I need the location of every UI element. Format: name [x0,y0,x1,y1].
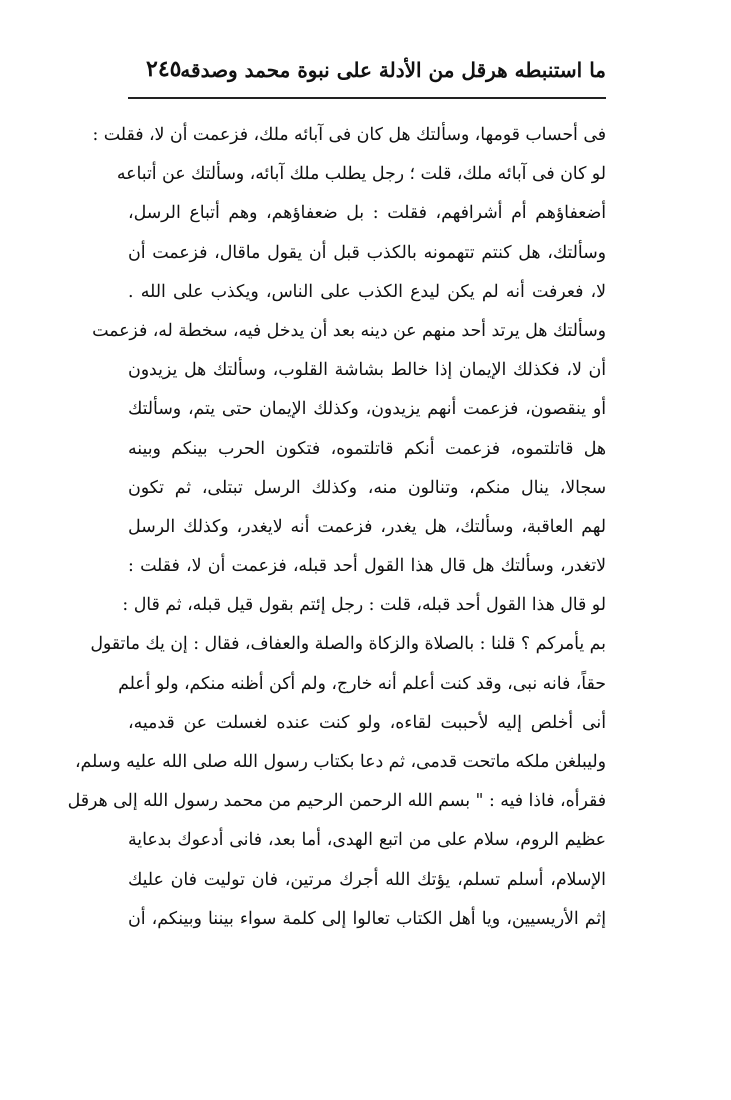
text-line: فى أحساب قومها، وسألتك هل كان فى آبائه ملك، فزعمت أن لا، فقلت : [92,125,606,145]
text-line: سجالا، ينال منكم، وتنالون منه، وكذلك الرسل تبتلى، ثم تكون [128,477,606,498]
running-header [128,52,606,98]
text-line: أن لا، فكذلك الإيمان إذا خالط بشاشة القلوب، وسألتك هل يزيدون [128,360,606,381]
header-divider [128,97,606,99]
text-line: أنى أخلص إليه لأحببت لقاءه، ولو كنت عنده لغسلت عن قدميه، [128,712,606,733]
text-line: لا، فعرفت أنه لم يكن ليدع الكذب على الناس، ويكذب على الله . [128,281,606,302]
text-line: لو قال هذا القول أحد قبله، قلت : رجل إئتم بقول قيل قبله، ثم قال : [122,595,606,616]
text-line: وسألتك، هل كنتم تتهمونه بالكذب قبل أن يقول ماقال، فزعمت أن [128,242,606,263]
text-line: وليبلغن ملكه ماتحت قدمى، ثم دعا بكتاب رسول الله صلى الله عليه وسلم، [74,752,606,772]
text-line: إثم الأريسيين، ويا أهل الكتاب تعالوا إلى كلمة سواء بيننا وبينكم، أن [128,908,606,929]
text-line: بم يأمركم ؟ قلنا : بالصلاة والزكاة والصلة والعفاف، فقال : إن يك ماتقول [90,634,606,655]
body-text [67,116,606,939]
chapter-title: ما استنبطه هرقل من الأدلة على نبوة محمد وصدقه [180,58,606,82]
text-line: لو كان فى آبائه ملك، قلت ؛ رجل يطلب ملك آبائه، وسألتك عن أتباعه [116,164,606,185]
text-line: لهم العاقبة، وسألتك، هل يغدر، فزعمت أنه لايغدر، وكذلك الرسل [128,516,606,537]
text-line: فقرأه، فاذا فيه : " بسم الله الرحمن الرحيم من محمد رسول الله إلى هرقل [67,791,606,812]
text-line: أو ينقصون، فزعمت أنهم يزيدون، وكذلك الإيمان حتى يتم، وسألتك [128,399,606,420]
page-number: ٢٤٥ [146,56,182,82]
text-line: هل قاتلتموه، فزعمت أنكم قاتلتموه، فتكون الحرب بينكم وبينه [128,438,606,459]
text-line: عظيم الروم، سلام على من اتبع الهدى، أما بعد، فانى أدعوك بدعاية [128,830,606,851]
text-line: أضعفاؤهم أم أشرافهم، فقلت : بل ضعفاؤهم، وهم أتباع الرسل، [128,203,606,224]
text-line: وسألتك هل يرتد أحد منهم عن دينه بعد أن يدخل فيه، سخطة له، فزعمت [92,320,606,341]
text-line: حقاً، فانه نبى، وقد كنت أعلم أنه خارج، ولم أكن أظنه منكم، ولو أعلم [118,673,606,694]
text-line: لاتغدر، وسألتك هل قال هذا القول أحد قبله، فزعمت أن لا، فقلت : [128,556,606,577]
text-line: الإسلام، أسلم تسلم، يؤتك الله أجرك مرتين، فان توليت فان عليك [128,869,606,890]
